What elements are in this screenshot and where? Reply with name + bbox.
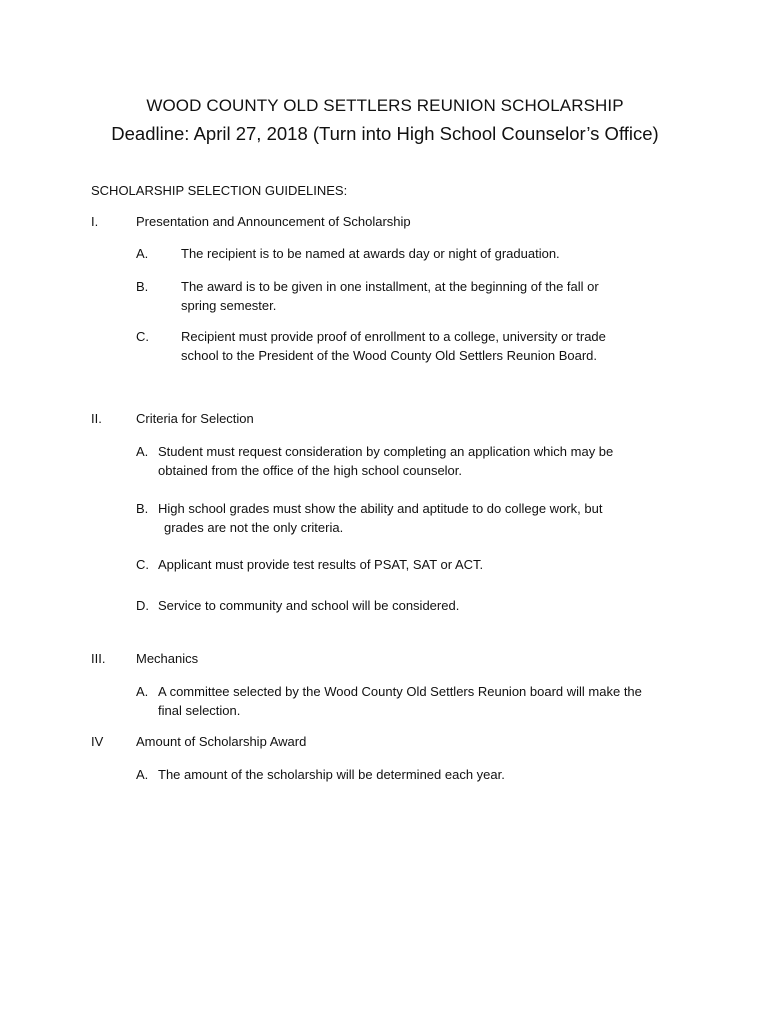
document-title: WOOD COUNTY OLD SETTLERS REUNION SCHOLARSHIP bbox=[146, 96, 624, 115]
section-title-mechanics: Mechanics bbox=[136, 651, 199, 666]
item-text-line: Recipient must provide proof of enrollment to a college, university or trade bbox=[181, 329, 606, 344]
item-text bbox=[158, 499, 696, 537]
item-text: The amount of the scholarship will be determined each year. bbox=[158, 767, 505, 782]
section-numeral-3: III. bbox=[91, 651, 106, 666]
deadline-line: Deadline: April 27, 2018 (Turn into High School Counselor’s Office) bbox=[111, 123, 659, 144]
section-title-presentation: Presentation and Announcement of Scholarship bbox=[136, 214, 411, 229]
item-text: Applicant must provide test results of PSAT, SAT or ACT. bbox=[158, 557, 484, 572]
item-letter: D. bbox=[136, 598, 149, 613]
item-letter: C. bbox=[136, 329, 149, 344]
item-text bbox=[181, 327, 651, 365]
guidelines-heading: SCHOLARSHIP SELECTION GUIDELINES: bbox=[91, 183, 348, 198]
list-item bbox=[136, 765, 696, 784]
item-letter: A. bbox=[136, 444, 149, 459]
item-text bbox=[181, 244, 651, 263]
item-letter: B. bbox=[136, 501, 149, 516]
list-item bbox=[136, 596, 696, 615]
item-text bbox=[158, 442, 696, 480]
section-numeral-2: II. bbox=[91, 411, 102, 426]
item-text-line: The recipient is to be named at awards day or night of graduation. bbox=[181, 246, 560, 261]
list-item bbox=[136, 682, 696, 720]
item-letter: A. bbox=[136, 767, 149, 782]
section-title-amount: Amount of Scholarship Award bbox=[136, 734, 307, 749]
item-letter: B. bbox=[136, 279, 149, 294]
item-text-line: spring semester. bbox=[181, 298, 277, 313]
item-letter: A. bbox=[136, 246, 149, 261]
item-text-line: obtained from the office of the high school counselor. bbox=[158, 463, 463, 478]
item-text-line: Student must request consideration by completing an application which may be bbox=[158, 444, 614, 459]
item-text-line: final selection. bbox=[158, 703, 241, 718]
list-item bbox=[136, 555, 696, 574]
item-text-line: High school grades must show the ability and aptitude to do college work, but bbox=[158, 501, 603, 516]
item-text-line: The award is to be given in one installment, at the beginning of the fall or bbox=[181, 279, 599, 294]
item-text-line: grades are not the only criteria. bbox=[164, 520, 344, 535]
item-text-line: school to the President of the Wood County Old Settlers Reunion Board. bbox=[181, 348, 597, 363]
item-text: Service to community and school will be considered. bbox=[158, 598, 460, 613]
list-item bbox=[136, 442, 696, 480]
item-text bbox=[158, 682, 683, 720]
item-letter: C. bbox=[136, 557, 149, 572]
section-numeral-1: I. bbox=[91, 214, 99, 229]
item-letter: A. bbox=[136, 684, 149, 699]
item-text-line: A committee selected by the Wood County Old Settlers Reunion board will make the bbox=[158, 684, 642, 699]
section-title-criteria: Criteria for Selection bbox=[136, 411, 254, 426]
section-numeral-4: IV bbox=[91, 734, 104, 749]
list-item bbox=[136, 499, 696, 537]
item-text bbox=[181, 277, 651, 315]
